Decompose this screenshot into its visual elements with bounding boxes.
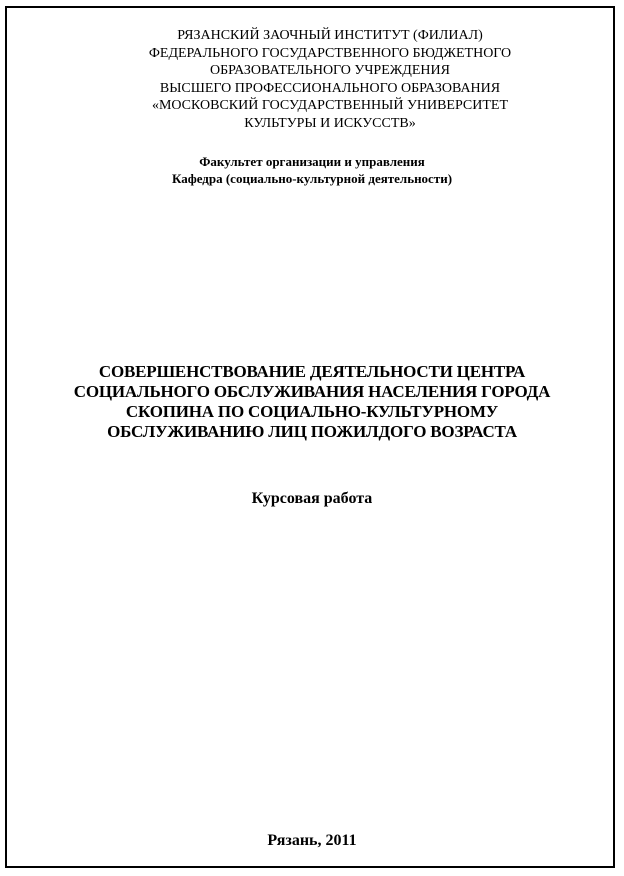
place-and-year: Рязань, 2011 <box>267 832 357 849</box>
institution-line: «МОСКОВСКИЙ ГОСУДАРСТВЕННЫЙ УНИВЕРСИТЕТ <box>151 98 509 113</box>
title-line: ОБСЛУЖИВАНИЮ ЛИЦ ПОЖИЛДОГО ВОЗРАСТА <box>107 422 517 441</box>
faculty-name: Факультет организации и управления <box>199 154 425 169</box>
department-name: Кафедра (социально-культурной деятельности) <box>171 171 453 186</box>
institution-line: КУЛЬТУРЫ И ИСКУССТВ» <box>244 115 416 131</box>
institution-line: РЯЗАНСКИЙ ЗАОЧНЫЙ ИНСТИТУТ (ФИЛИАЛ) <box>177 28 483 43</box>
work-type-label: Курсовая работа <box>251 490 373 507</box>
title-line: СКОПИНА ПО СОЦИАЛЬНО-КУЛЬТУРНОМУ <box>125 402 499 421</box>
document-title <box>0 362 624 442</box>
institution-line: ФЕДЕРАЛЬНОГО ГОСУДАРСТВЕННОГО БЮДЖЕТНОГО <box>148 45 512 61</box>
title-line: СОВЕРШЕНСТВОВАНИЕ ДЕЯТЕЛЬНОСТИ ЦЕНТРА <box>98 362 526 381</box>
institution-line: ОБРАЗОВАТЕЛЬНОГО УЧРЕЖДЕНИЯ <box>210 63 450 78</box>
institution-line: ВЫСШЕГО ПРОФЕССИОНАЛЬНОГО ОБРАЗОВАНИЯ <box>159 80 501 96</box>
institution-header <box>0 27 624 132</box>
faculty-block <box>0 153 624 187</box>
title-line: СОЦИАЛЬНОГО ОБСЛУЖИВАНИЯ НАСЕЛЕНИЯ ГОРОДА <box>73 382 551 401</box>
